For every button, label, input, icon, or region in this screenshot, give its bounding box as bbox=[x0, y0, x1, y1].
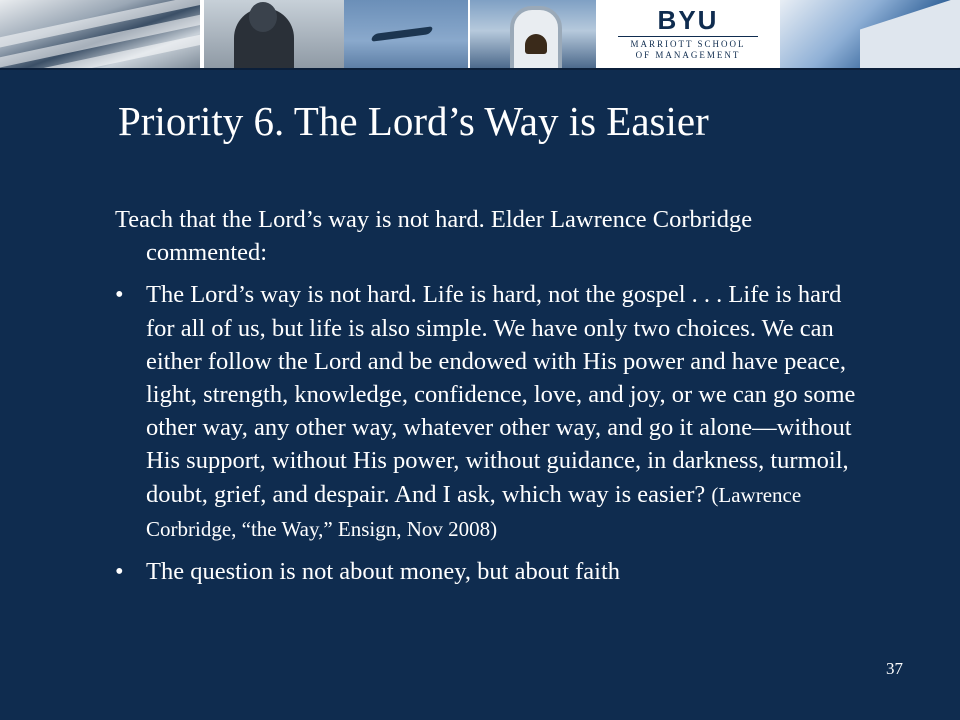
bullet-item-quote bbox=[115, 278, 865, 546]
logo-line-1: MARRIOTT SCHOOL bbox=[630, 39, 746, 49]
bullet-text: The Lord’s way is not hard. Life is hard, not the gospel . . . Life is hard for all of us, but life is also simple. We have only two choices. We can either follow the Lord and be endowed with His power and have peace, light, strength, knowledge, confidence, love, and joy, or we can go some other way, any other way, whatever other way, and go it alone—without His support, without His power, without guidance, in darkness, turmoil, doubt, grief, and despair. And I ask, which way is easier? bbox=[146, 281, 856, 508]
logo-word: BYU bbox=[657, 5, 719, 35]
banner-photo-building-glass bbox=[0, 0, 200, 68]
banner-divider bbox=[0, 68, 960, 70]
page-number: 37 bbox=[886, 659, 903, 678]
bullet-glyph: • bbox=[115, 558, 124, 586]
bullet-item-question bbox=[115, 555, 865, 588]
quote-citation: (Lawrence Corbridge, “the Way,” Ensign, Nov 2008) bbox=[146, 482, 802, 541]
slide-title: Priority 6. The Lord’s Way is Easier bbox=[118, 98, 709, 144]
intro-paragraph: Teach that the Lord’s way is not hard. Elder Lawrence Corbridge commented: bbox=[115, 206, 753, 267]
banner-photo-wing bbox=[344, 0, 468, 68]
bullet-text: The question is not about money, but about faith bbox=[146, 558, 621, 586]
header-banner bbox=[0, 0, 960, 70]
bullet-glyph: • bbox=[115, 281, 124, 309]
slide-body bbox=[115, 203, 865, 588]
logo-line-2: OF MANAGEMENT bbox=[635, 50, 741, 60]
banner-photo-statue bbox=[204, 0, 344, 68]
byu-marriott-logo bbox=[598, 0, 778, 68]
banner-photo-modern-building bbox=[780, 0, 960, 68]
banner-photo-bell-tower bbox=[470, 0, 596, 68]
